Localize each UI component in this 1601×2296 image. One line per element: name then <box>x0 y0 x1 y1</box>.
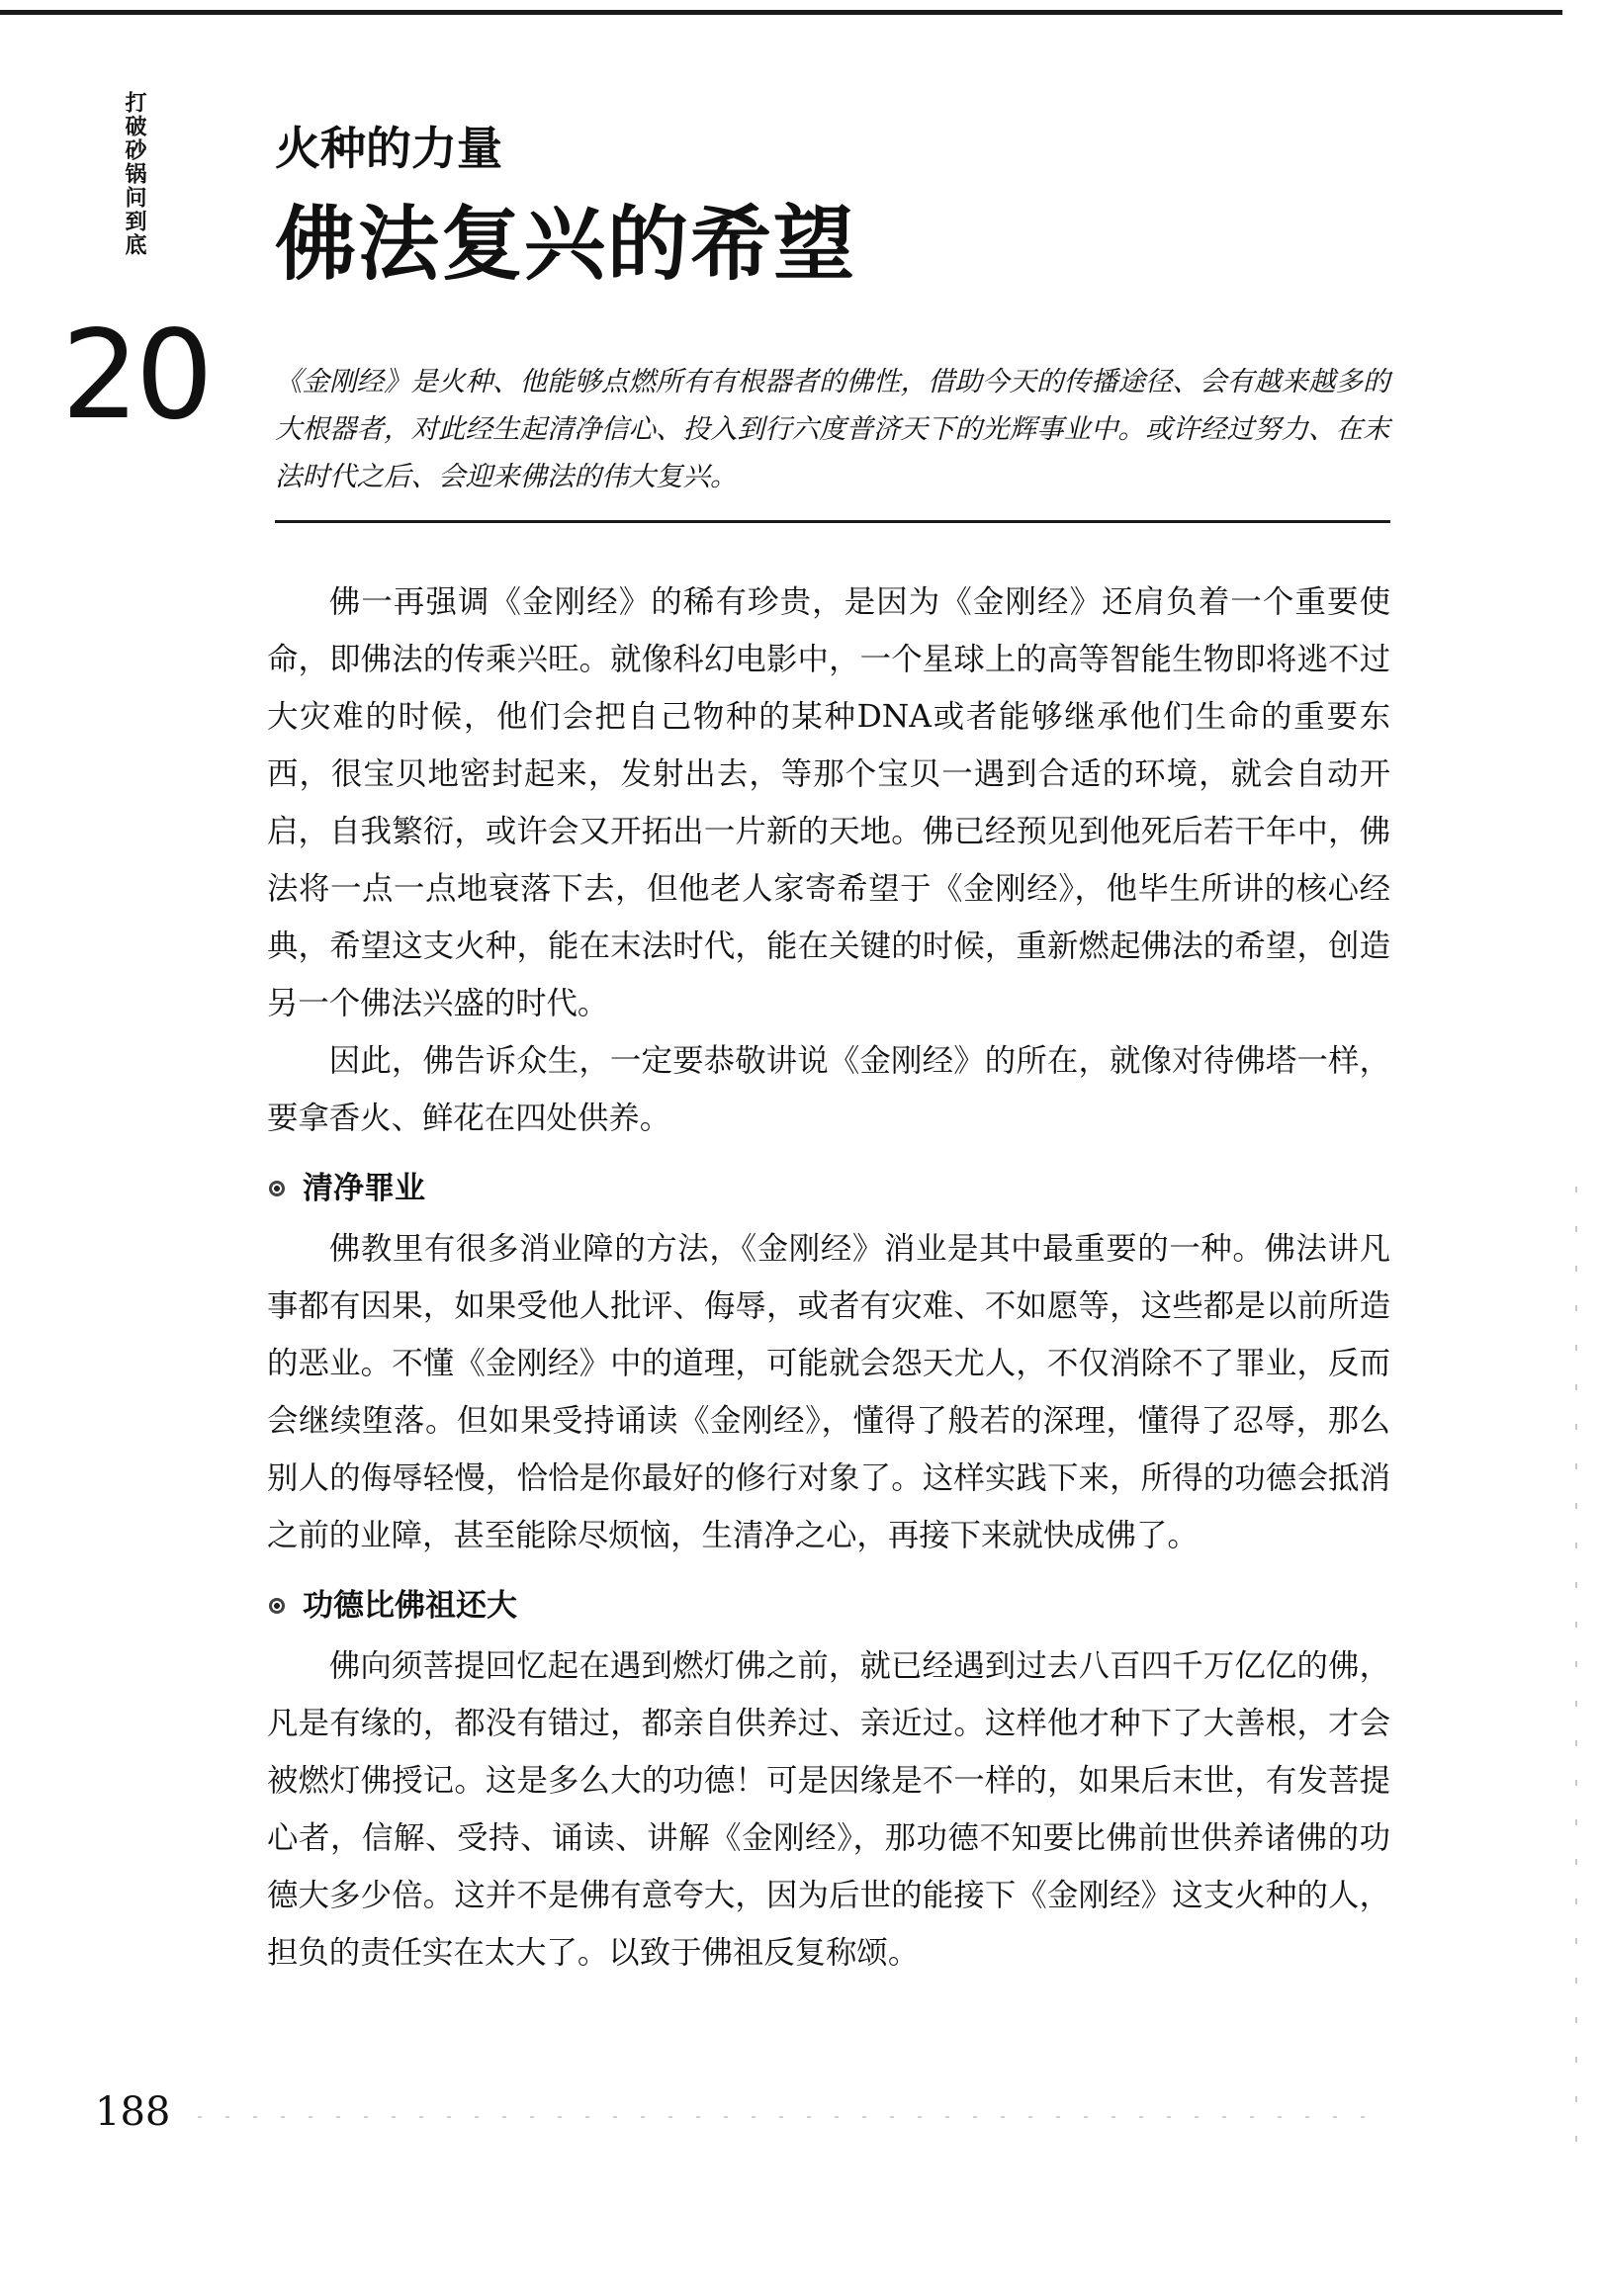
footer-dotted-line <box>198 2116 1365 2118</box>
page-number: 188 <box>95 2089 171 2135</box>
page-edge-marks <box>1575 1187 1577 2175</box>
chapter-title: 佛法复兴的希望 <box>275 198 857 292</box>
chapter-number: 20 <box>61 305 210 447</box>
top-rule <box>0 10 1562 15</box>
section-heading-1 <box>267 1161 1390 1216</box>
intro-paragraph-1: 佛一再强调《金刚经》的稀有珍贵，是因为《金刚经》还肩负着一个重要使命，即佛法的传乘兴旺。就像科幻电影中，一个星球上的高等智能生物即将逃不过大灾难的时候，他们会把自己物种的某种DNA或者能够继承他们生命的重要东西，很宝贝地密封起来，发射出去，等那个宝贝一遇到合适的环境，就会自动开启，自我繁衍，或许会又开拓出一片新的天地。佛已经预见到他死后若干年中，佛法将一点一点地衰落下去，但他老人家寄希望于《金刚经》，他毕生所讲的核心经典，希望这支火种，能在末法时代，能在关键的时候，重新燃起佛法的希望，创造另一个佛法兴盛的时代。 <box>267 584 1390 1021</box>
chapter-kicker: 火种的力量 <box>275 122 502 175</box>
body-text <box>267 574 1390 1982</box>
flower-bullet-icon <box>269 1181 285 1196</box>
flower-bullet-icon <box>269 1598 285 1614</box>
abstract-divider <box>275 520 1390 523</box>
section-heading-2-text: 功德比佛祖还大 <box>303 1588 517 1624</box>
section-heading-2 <box>267 1578 1390 1634</box>
section-1-paragraph: 佛教里有很多消业障的方法，《金刚经》消业是其中最重要的一种。佛法讲凡事都有因果，如果受他人批评、侮辱，或者有灾难、不如愿等，这些都是以前所造的恶业。不懂《金刚经》中的道理，可能就会怨天尤人，不仅消除不了罪业，反而会继续堕落。但如果受持诵读《金刚经》，懂得了般若的深理，懂得了忍辱，那么别人的侮辱轻慢，恰恰是你最好的修行对象了。这样实践下来，所得的功德会抵消之前的业障，甚至能除尽烦恼，生清净之心，再接下来就快成佛了。 <box>267 1231 1390 1553</box>
section-heading-1-text: 清净罪业 <box>303 1171 425 1206</box>
running-head: 打破砂锅问到底 <box>122 91 146 257</box>
section-2-paragraph: 佛向须菩提回忆起在遇到燃灯佛之前，就已经遇到过去八百四千万亿亿的佛，凡是有缘的，都没有错过，都亲自供养过、亲近过。这样他才种下了大善根，才会被燃灯佛授记。这是多么大的功德！可是因缘是不一样的，如果后末世，有发菩提心者，信解、受持、诵读、讲解《金刚经》，那功德不知要比佛前世供养诸佛的功德大多少倍。这并不是佛有意夸大，因为后世的能接下《金刚经》这支火种的人，担负的责任实在太大了。以致于佛祖反复称颂。 <box>267 1648 1390 1971</box>
intro-paragraph-2: 因此，佛告诉众生，一定要恭敬讲说《金刚经》的所在，就像对待佛塔一样，要拿香火、鲜花在四处供养。 <box>267 1043 1390 1136</box>
chapter-abstract: 《金刚经》是火种、他能够点燃所有有根器者的佛性，借助今天的传播途径、会有越来越多的大根器者，对此经生起清净信心、投入到行六度普济天下的光辉事业中。或许经过努力、在末法时代之后、会迎来佛法的伟大复兴。 <box>275 366 1390 492</box>
